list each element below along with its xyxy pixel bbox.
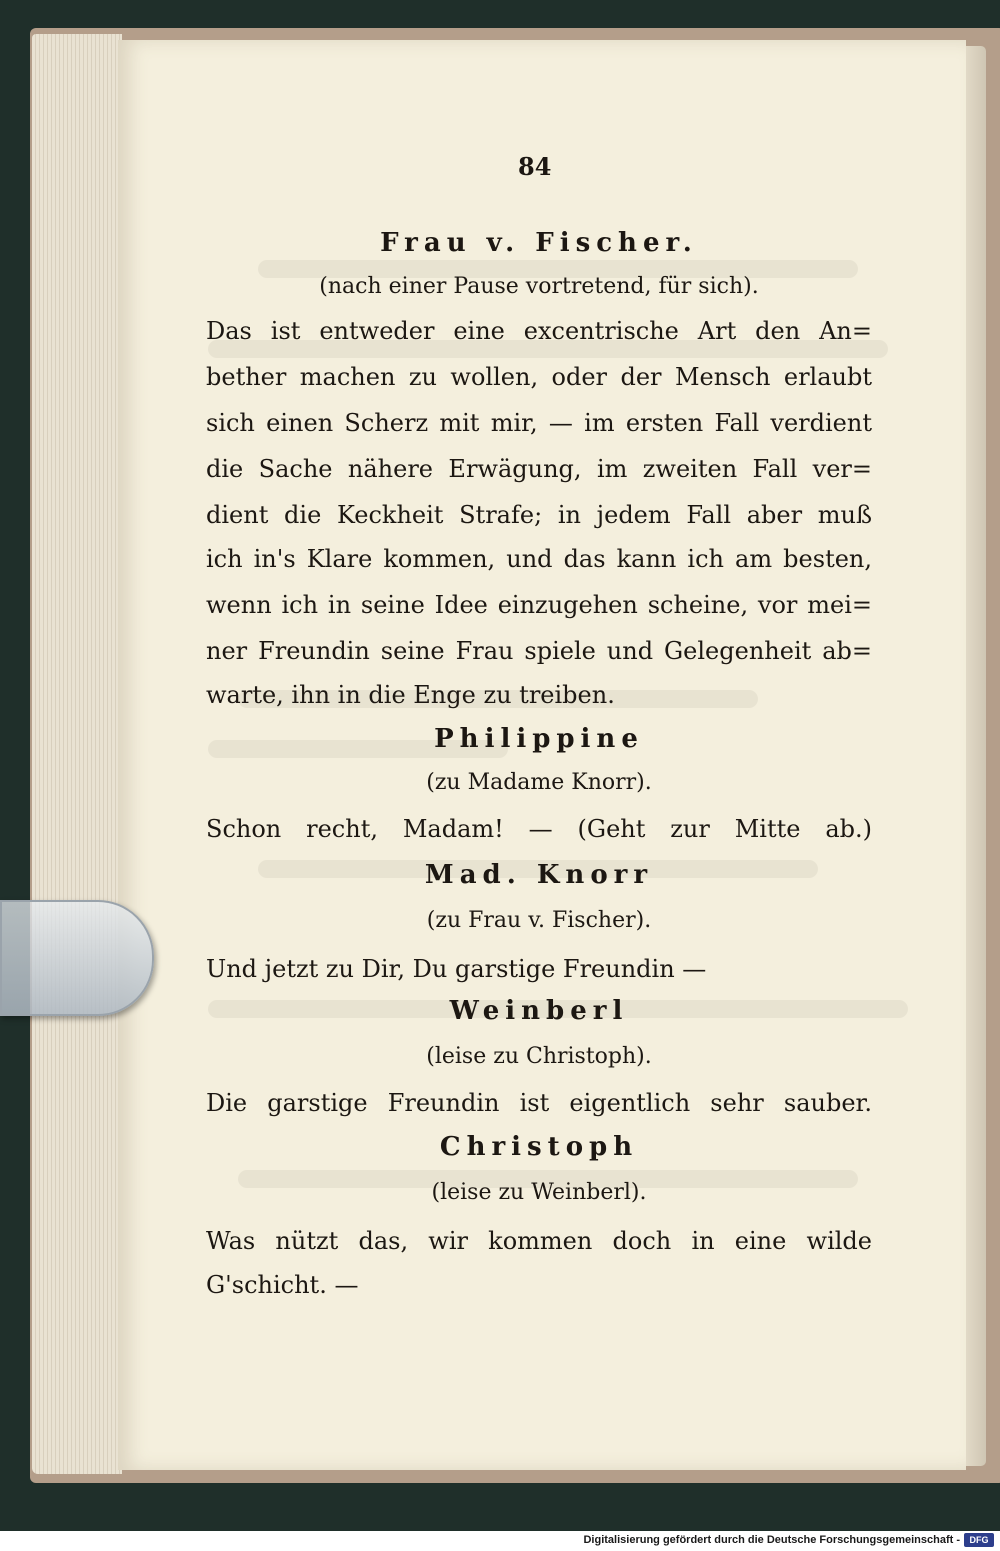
text-line: sich einen Scherz mit mir, — im ersten Fall verdient <box>206 409 872 437</box>
speaker-frau-fischer: Frau v. Fischer. <box>380 228 698 258</box>
text-line: wenn ich in seine Idee einzugehen scheine, vor mei= <box>206 591 872 619</box>
stage-direction: (leise zu Christoph). <box>426 1044 652 1069</box>
text-line: Schon recht, Madam! — (Geht zur Mitte ab.) <box>206 815 872 843</box>
stage-direction: (nach einer Pause vortretend, für sich). <box>319 274 759 299</box>
text-line: ner Freundin seine Frau spiele und Gelegenheit ab= <box>206 637 872 665</box>
text-line: Und jetzt zu Dir, Du garstige Freundin — <box>206 955 707 983</box>
speaker-christoph: Christoph <box>439 1132 639 1162</box>
digitization-credit: Digitalisierung gefördert durch die Deutsche Forschungsgemeinschaft - <box>583 1534 960 1546</box>
text-line: ich in's Klare kommen, und das kann ich am besten, <box>206 545 872 573</box>
speaker-weinberl: Weinberl <box>449 996 629 1026</box>
stage-direction: (zu Madame Knorr). <box>426 770 652 795</box>
page-edges <box>32 34 122 1474</box>
book-page <box>118 40 966 1470</box>
stage-direction: (leise zu Weinberl). <box>431 1180 647 1205</box>
speaker-philippine: Philippine <box>434 724 644 754</box>
stage-direction: (zu Frau v. Fischer). <box>426 908 652 933</box>
page-clip <box>0 900 154 1016</box>
text-line: G'schicht. — <box>206 1271 359 1299</box>
text-line: dient die Keckheit Strafe; in jedem Fall aber muß <box>206 501 872 529</box>
dfg-logo: DFG <box>964 1533 994 1547</box>
text-line: Das ist entweder eine excentrische Art den An= <box>206 317 872 345</box>
text-line: die Sache nähere Erwägung, im zweiten Fall ver= <box>206 455 872 483</box>
page-number: 84 <box>518 152 552 181</box>
text-line: Was nützt das, wir kommen doch in eine wilde <box>206 1227 872 1255</box>
footer-bar <box>0 1531 1000 1551</box>
text-line: bether machen zu wollen, oder der Mensch erlaubt <box>206 363 872 391</box>
text-line: warte, ihn in die Enge zu treiben. <box>206 681 615 709</box>
text-line: Die garstige Freundin ist eigentlich sehr sauber. <box>206 1089 872 1117</box>
speaker-mad-knorr: Mad. Knorr <box>424 860 654 890</box>
